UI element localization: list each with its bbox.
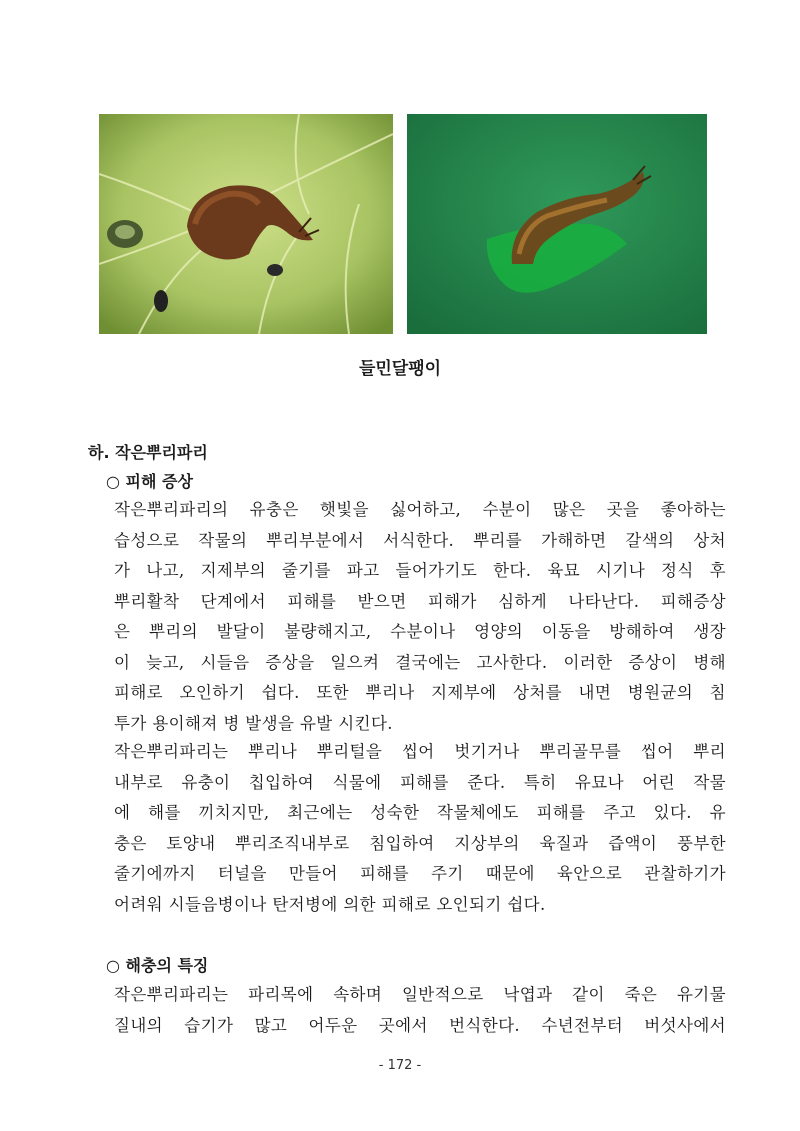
paragraph-damage-mechanism	[114, 737, 726, 920]
slug-on-leaf-photo	[99, 114, 393, 334]
text-line: 질내의 습기가 많고 어두운 곳에서 번식한다. 수년전부터 버섯사에서	[114, 1015, 726, 1035]
text-line: 내부로 유충이 칩입하여 식물에 피해를 준다. 특히 유묘나 어린 작물	[114, 772, 726, 792]
text-line: 충은 토양내 뿌리조직내부로 침입하여 지상부의 육질과 즙액이 풍부한	[114, 833, 726, 853]
text-line: 투가 용이해져 병 발생을 유발 시킨다.	[114, 713, 393, 733]
text-line: 에 해를 끼치지만, 최근에는 성숙한 작물체에도 피해를 주고 있다. 유	[114, 803, 726, 822]
text-line: 은 뿌리의 발달이 불량해지고, 수분이나 영양의 이동을 방해하여 생장	[114, 622, 726, 641]
text-line: 피해로 오인하기 쉽다. 또한 뿌리나 지제부에 상처를 내면 병원균의 침	[114, 683, 726, 702]
text-line: 가 나고, 지제부의 줄기를 파고 들어가기도 한다. 육묘 시기나 정식 후	[114, 561, 726, 580]
slug-on-green-film-photo	[407, 114, 707, 334]
text-line: 작은뿌리파리는 파리목에 속하며 일반적으로 낙엽과 같이 죽은 유기물	[114, 985, 726, 1004]
text-line: 줄기에까지 터널을 만들어 피해를 주기 때문에 육안으로 관찰하기가	[114, 864, 726, 883]
text-line: 습성으로 작물의 뿌리부분에서 서식한다. 뿌리를 가해하면 갈색의 상처	[114, 530, 726, 550]
figure-caption: 들민달팽이	[358, 359, 442, 379]
text-line: 이 늦고, 시들음 증상을 일으켜 결국에는 고사한다. 이러한 증상이 병해	[114, 652, 726, 672]
paragraph-damage-symptoms	[114, 495, 726, 739]
subheading-damage-symptoms: ○ 피해 증상	[106, 472, 193, 491]
text-line: 작은뿌리파리의 유충은 햇빛을 싫어하고, 수분이 많은 곳을 좋아하는	[114, 500, 726, 519]
text-line: 어려워 시들음병이나 탄저병에 의한 피해로 오인되기 쉽다.	[114, 894, 546, 914]
subheading-pest-characteristics: ○ 해충의 특징	[106, 956, 209, 975]
text-line: 뿌리활착 단계에서 피해를 받으면 피해가 심하게 나타난다. 피해증상	[114, 591, 726, 611]
text-line: 작은뿌리파리는 뿌리나 뿌리털을 씹어 벗기거나 뿌리골무를 씹어 뿌리	[114, 742, 726, 761]
page-number: - 172 -	[378, 1058, 422, 1073]
section-heading: 하. 작은뿌리파리	[88, 443, 208, 462]
paragraph-pest-characteristics	[114, 980, 726, 1041]
